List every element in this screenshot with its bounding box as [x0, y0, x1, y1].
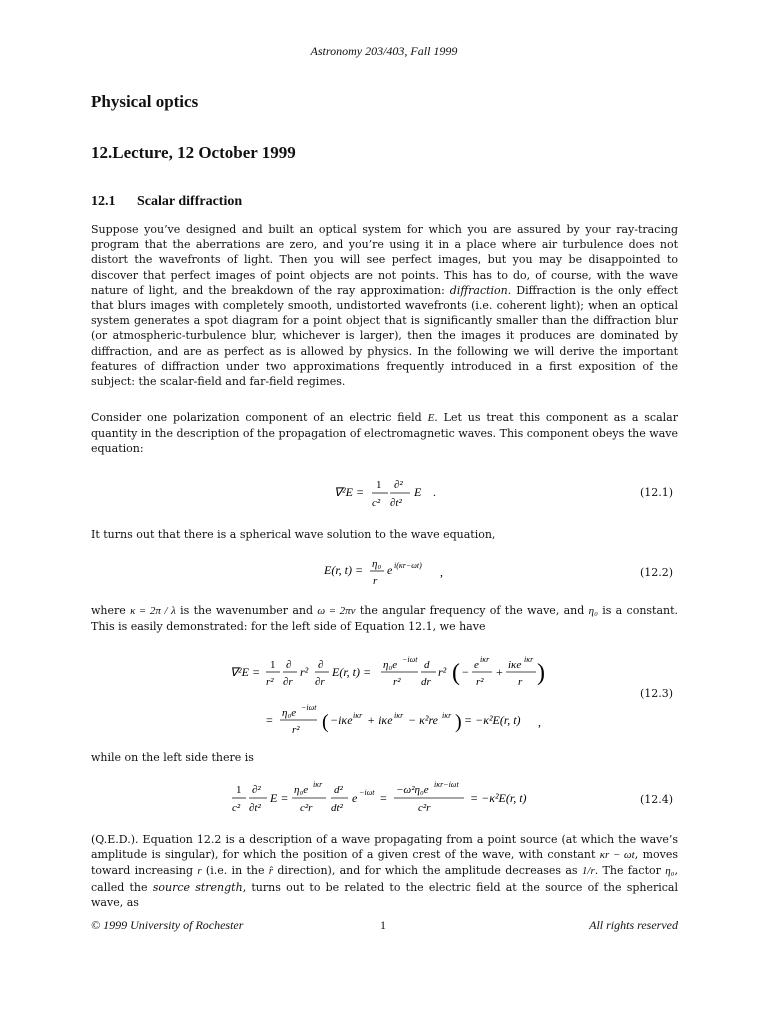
svg-text:= −κ²E(r, t): = −κ²E(r, t) [470, 791, 527, 805]
svg-text:iκr: iκr [480, 655, 490, 664]
svg-text:=: = [380, 791, 387, 805]
svg-text:E =: E = [270, 791, 289, 805]
text-run: (i.e. in the [205, 864, 265, 878]
svg-text:+: + [496, 665, 503, 679]
svg-text:iκr: iκr [353, 711, 363, 720]
svg-text:r²: r² [266, 676, 274, 688]
equation-12-4 [228, 778, 548, 820]
text-run: Consider one polarization component of an electric field [91, 411, 422, 424]
footer-copyright: © 1999 University of Rochester [91, 918, 244, 932]
symbol-kappa: κ = 2π / λ [130, 605, 176, 617]
symbol-eta: η₀ [588, 605, 598, 617]
symbol-inverse-r: 1/r [581, 865, 595, 878]
svg-text:r: r [373, 575, 378, 587]
svg-text:): ) [455, 711, 462, 733]
svg-text:η₀e: η₀e [282, 707, 297, 719]
svg-text:1: 1 [236, 784, 242, 796]
svg-text:−iκe: −iκe [330, 713, 353, 727]
paragraph-left-side: while on the left side there is [91, 751, 254, 764]
svg-text:1: 1 [376, 479, 382, 491]
svg-text:.: . [433, 485, 436, 499]
text-run: is the wavenumber and [180, 604, 314, 617]
svg-text:−ω²η₀e: −ω²η₀e [396, 784, 429, 796]
page-title: Physical optics [91, 92, 199, 111]
text-run: . The factor [594, 864, 661, 878]
emphasis-diffraction: diffraction [449, 283, 508, 297]
svg-text:i(κr−ωt): i(κr−ωt) [394, 561, 422, 570]
symbol-E: E [427, 412, 435, 424]
svg-text:∂²: ∂² [394, 479, 403, 491]
svg-text:d: d [424, 659, 430, 671]
emphasis-source-strength: source strength [152, 880, 243, 894]
svg-text:r²: r² [393, 676, 401, 688]
svg-text:r²: r² [476, 676, 484, 688]
svg-text:∂: ∂ [318, 659, 324, 671]
svg-text:c²r: c²r [418, 802, 431, 814]
svg-text:iκr: iκr [442, 711, 452, 720]
text-run: , turns out to be related to the electric field at the source of the spherical wave, as [91, 880, 678, 909]
symbol-phase: κr − ωt [599, 849, 635, 862]
symbol-eta: η₀ [665, 865, 675, 878]
svg-text:iκr−iωt: iκr−iωt [434, 780, 459, 789]
svg-text:iκe: iκe [508, 659, 522, 671]
svg-text:,: , [538, 715, 541, 729]
svg-text:∇²E =: ∇²E = [230, 665, 261, 679]
paragraph-polarization [91, 410, 678, 457]
symbol-r: r [197, 865, 202, 878]
text-run: . Let us treat this component as a scalar quantity in the description of the propagation of electromagnetic waves. This component obeys the wave equation: [91, 411, 678, 456]
svg-text:e: e [474, 659, 479, 671]
svg-text:E(r, t) =: E(r, t) = [324, 563, 364, 577]
svg-text:=: = [266, 713, 273, 727]
text-run: (Q.E.D.). Equation 12.2 is a description of a wave propagating from a point source (at which the wave’s amplitude is singular), for which the position of a given crest of the wave, with constant [91, 833, 678, 862]
paragraph-spherical: It turns out that there is a spherical wave solution to the wave equation, [91, 528, 496, 541]
paragraph-wavenumber [91, 603, 678, 634]
svg-text:c²: c² [372, 497, 381, 509]
text-run: is a constant. This is easily demonstrated: for the left side of Equation 12.1, we have [91, 604, 679, 634]
svg-text:− κ²re: − κ²re [408, 713, 439, 727]
svg-text:η₀: η₀ [372, 558, 382, 570]
svg-text:∂: ∂ [286, 659, 292, 671]
svg-text:1: 1 [270, 659, 276, 671]
svg-text:r²: r² [292, 724, 300, 736]
svg-text:−iωt: −iωt [359, 788, 375, 797]
svg-text:∂r: ∂r [315, 676, 325, 688]
text-run: , moves toward increasing [91, 848, 679, 878]
svg-text:∇²E =: ∇²E = [334, 485, 365, 499]
svg-text:−iωt: −iωt [301, 703, 317, 712]
svg-text:∂²: ∂² [252, 784, 261, 796]
equation-12-1 [330, 474, 450, 514]
text-run: direction), and for which the amplitude decreases as [277, 864, 578, 878]
svg-text:e: e [387, 563, 393, 577]
svg-text:r²: r² [438, 665, 447, 679]
svg-text:∂t²: ∂t² [249, 802, 261, 814]
paragraph-intro [91, 222, 678, 389]
svg-text:(: ( [452, 660, 460, 686]
svg-text:η₀e: η₀e [294, 784, 309, 796]
svg-text:η₀e: η₀e [383, 659, 398, 671]
section-number: 12.1 [91, 194, 116, 209]
text-run: Suppose you’ve designed and built an optical system for which you are assured by your ray-tracing program that the aberrations are zero, and you’re using it in a place where air turbulence does not distort the wavefronts of light. Then you will see perfect images, but you may be disappointed to discover that perfect images of point objects are not points. This has to do, of course, with the wave nature of light, and the breakdown of the ray approximation: [91, 223, 678, 297]
symbol-omega: ω = 2πν [317, 605, 356, 617]
svg-text:,: , [440, 565, 443, 579]
svg-text:= −κ²E(r, t): = −κ²E(r, t) [464, 713, 521, 727]
equation-12-2 [320, 556, 450, 592]
lecture-heading: 12.Lecture, 12 October 1999 [91, 143, 296, 162]
svg-text:−iωt: −iωt [402, 655, 418, 664]
svg-text:iκr: iκr [394, 711, 404, 720]
svg-text:d²: d² [334, 784, 343, 796]
svg-text:r²: r² [300, 665, 309, 679]
section-title: Scalar diffraction [137, 194, 243, 209]
equation-number: (12.4) [640, 793, 674, 806]
svg-text:∂t²: ∂t² [390, 497, 402, 509]
page-number: 1 [380, 918, 386, 932]
svg-text:iκr: iκr [524, 655, 534, 664]
svg-text:): ) [537, 660, 545, 686]
footer-rights: All rights reserved [589, 918, 678, 932]
svg-text:r: r [518, 676, 523, 688]
svg-text:∂r: ∂r [283, 676, 293, 688]
svg-text:+ iκe: + iκe [367, 713, 393, 727]
svg-text:dr: dr [421, 676, 431, 688]
text-run: , called the [91, 864, 678, 894]
svg-text:E(r, t) =: E(r, t) = [332, 665, 372, 679]
equation-number: (12.2) [640, 566, 674, 579]
svg-text:−: − [462, 665, 469, 679]
text-run: where [91, 604, 126, 617]
text-run: the angular frequency of the wave, and [359, 604, 585, 617]
svg-text:(: ( [322, 711, 329, 733]
symbol-r-hat: r̂ [268, 865, 274, 878]
running-header: Astronomy 203/403, Fall 1999 [310, 44, 458, 58]
svg-text:iκr: iκr [313, 780, 323, 789]
equation-number: (12.1) [640, 486, 674, 499]
svg-text:c²: c² [232, 802, 241, 814]
equation-12-3 [226, 650, 546, 742]
svg-text:e: e [352, 791, 358, 805]
paragraph-qed [91, 832, 678, 910]
svg-text:dt²: dt² [331, 802, 343, 814]
text-run: . Diffraction is the only effect that blurs images with completely smooth, undistorted wavefronts (i.e. coherent light); when an optical system generates a spot diagram for a point object that is significantly smaller than the diffraction blur (or atmospheric-turbulence blur, whichever is larger), then the images it produces are dominated by diffraction, and are as perfect as is allowed by physics. In the following we will derive the important features of diffraction under two approximations frequently introduced in a first exposition of the subject: the scalar-field and far-field regimes. [91, 283, 678, 389]
svg-text:c²r: c²r [300, 802, 313, 814]
svg-text:E: E [414, 485, 422, 499]
equation-number: (12.3) [640, 687, 674, 700]
